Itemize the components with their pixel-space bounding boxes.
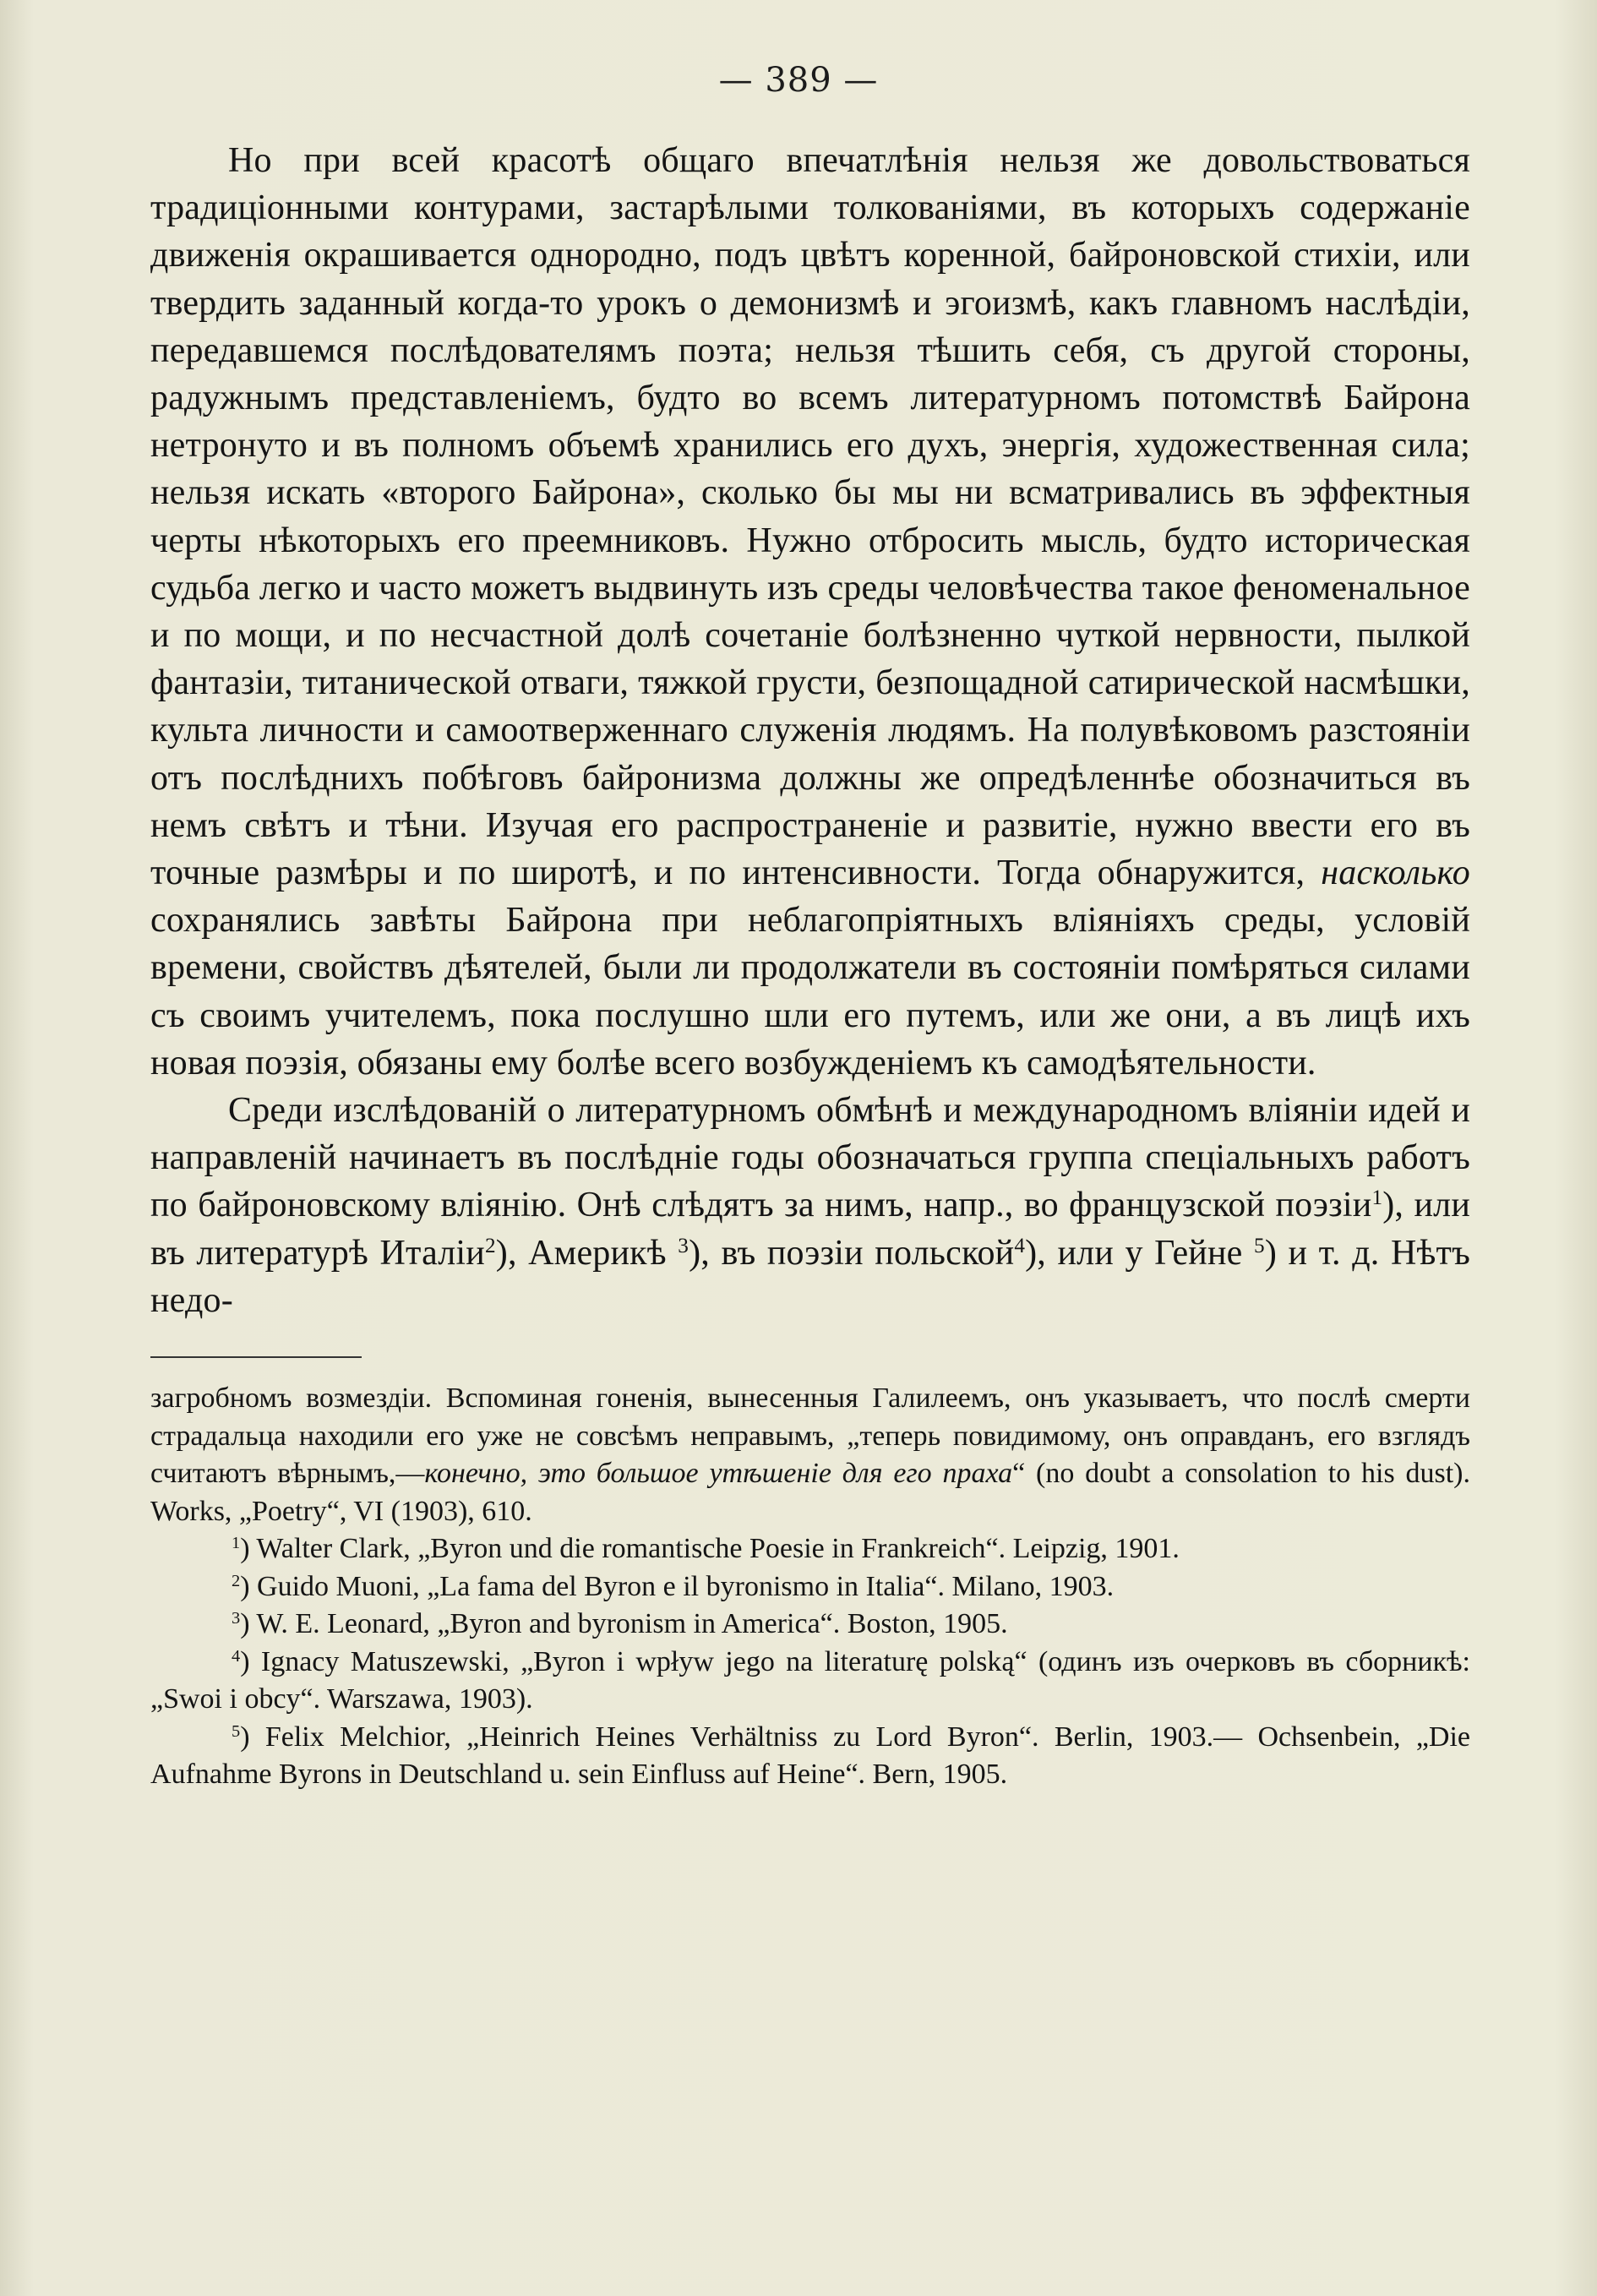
- footnote-ref-4: 4: [1014, 1234, 1026, 1257]
- footnote-1-number: 1: [232, 1533, 241, 1552]
- footnote-5-text: ) Felix Melchior, „Heinrich Heines Verhältniss zu Lord Byron“. Berlin, 1903.— Ochsenbein, „Die Aufnahme Byrons in Deutschland u. sein Einfluss auf Heine“. Bern, 1905.: [150, 1721, 1470, 1791]
- paragraph-2-text-b: ), или въ литературѣ Италіи: [150, 1186, 1470, 1273]
- main-text: [150, 137, 1470, 1324]
- footnote-4-text: ) Ignacy Matuszewski, „Byron i wpływ jego na literaturę polską“ (одинъ изъ очерковъ въ сборникѣ: „Swoi i obcy“. Warszawa, 1903).: [150, 1645, 1470, 1715]
- footnote-3-number: 3: [232, 1608, 241, 1628]
- footnote-1-text: ) Walter Clark, „Byron und die romantische Poesie in Frankreich“. Leipzig, 1901.: [240, 1533, 1180, 1565]
- paragraph-2-text-d: ), въ поэзіи польской: [689, 1233, 1015, 1273]
- footnote-4-number: 4: [232, 1646, 241, 1666]
- footnote-ref-1: 1: [1371, 1186, 1383, 1210]
- footnote-continuation-text-a: загробномъ возмездіи. Вспоминая гоненія, вынесенныя Галилеемъ, онъ указываетъ, что послѣ смерти страдальца находили его уже не совсѣмъ неправымъ, „теперь повидимому, онъ оправданъ, его взглядъ считаютъ вѣрнымъ,—: [150, 1383, 1470, 1490]
- footnote-3-text: ) W. E. Leonard, „Byron and byronism in America“. Boston, 1905.: [240, 1608, 1008, 1640]
- footnote-ref-5: 5: [1254, 1234, 1265, 1257]
- paragraph-1-emphasis: насколько: [1321, 854, 1470, 893]
- footnotes: [150, 1380, 1470, 1794]
- footnote-1: [150, 1530, 1470, 1568]
- footnote-ref-3: 3: [678, 1234, 689, 1257]
- footnote-5-number: 5: [232, 1721, 241, 1741]
- page-number: — 389 —: [718, 61, 879, 100]
- paragraph-2-text-f: ) и т. д. Нѣтъ недо-: [150, 1233, 1470, 1320]
- paragraph-1-end: сохранялись завѣты Байрона при неблагопріятныхъ вліяніяхъ среды, условій времени, свойствъ дѣятелей, были ли продолжатели въ состояніи помѣряться силами съ своимъ учителемъ, пока послушно шли его путемъ, или же они, а въ лицѣ ихъ новая поэзія, обязаны ему болѣе всего возбужденіемъ къ самодѣятельности.: [150, 901, 1470, 1083]
- footnote-continuation-emphasis: конечно, это большое утѣшеніе для его праха: [424, 1458, 1013, 1490]
- paragraph-2: [150, 1087, 1470, 1324]
- paragraph-1: [150, 137, 1470, 1087]
- paragraph-2-text-e: ), или у Гейне: [1025, 1233, 1243, 1273]
- footnote-2: [150, 1568, 1470, 1606]
- footnote-5: [150, 1719, 1470, 1794]
- paragraph-2-text-a: Среди изслѣдованій о литературномъ обмѣнѣ и международномъ вліяніи идей и направленій начинаетъ въ послѣдніе годы обозначаться группа спеціальныхъ работъ по байроновскому вліянію. Онѣ слѣдятъ за нимъ, напр., во французской поэзіи: [150, 1091, 1470, 1225]
- paragraph-1-text: Но при всей красотѣ общаго впечатлѣнія нельзя же довольствоваться традиціонными контурами, застарѣлыми толкованіями, въ которыхъ содержаніе движенія окрашивается однородно, подъ цвѣтъ коренной, байроновской стихіи, или твердить заданный когда-то урокъ о демонизмѣ и эгоизмѣ, какъ главномъ наслѣдіи, передавшемся послѣдователямъ поэта; нельзя тѣшить себя, съ другой стороны, радужнымъ представленіемъ, будто во всемъ литературномъ потомствѣ Байрона нетронуто и въ полномъ объемѣ хранились его духъ, энергія, художественная сила; нельзя искать «второго Байрона», сколько бы мы ни всматривались въ эффектныя черты нѣкоторыхъ его преемниковъ. Нужно отбросить мысль, будто историческая судьба легко и часто можетъ выдвинуть изъ среды человѣчества такое феноменальное и по мощи, и по несчастной долѣ сочетаніе болѣзненно чуткой нервности, пылкой фантазіи, титанической отваги, тяжкой грусти, безпощадной сатирической насмѣшки, культа личности и самоотверженнаго служенія людямъ. На полувѣковомъ разстояніи отъ послѣднихъ побѣговъ байронизма должны же опредѣленнѣе обозначиться въ немъ свѣтъ и тѣни. Изучая его распространеніе и развитіе, нужно ввести его въ точные размѣры и по широтѣ, и по интенсивности. Тогда обнаружится,: [150, 141, 1470, 893]
- footnote-continuation: [150, 1380, 1470, 1530]
- footnote-ref-2: 2: [484, 1234, 496, 1257]
- footnote-2-text: ) Guido Muoni, „La fama del Byron e il byronismo in Italia“. Milano, 1903.: [240, 1570, 1115, 1602]
- footnote-continuation-text-b: “ (no doubt a consolation to his dust). Works, „Poetry“, VI (1903), 610.: [150, 1458, 1470, 1527]
- footnote-2-number: 2: [232, 1571, 241, 1590]
- footnote-3: [150, 1606, 1470, 1644]
- footnote-divider: [150, 1356, 362, 1358]
- page-body: [150, 137, 1470, 1794]
- footnote-4: [150, 1644, 1470, 1719]
- paragraph-2-text-c: ), Америкѣ: [495, 1233, 667, 1273]
